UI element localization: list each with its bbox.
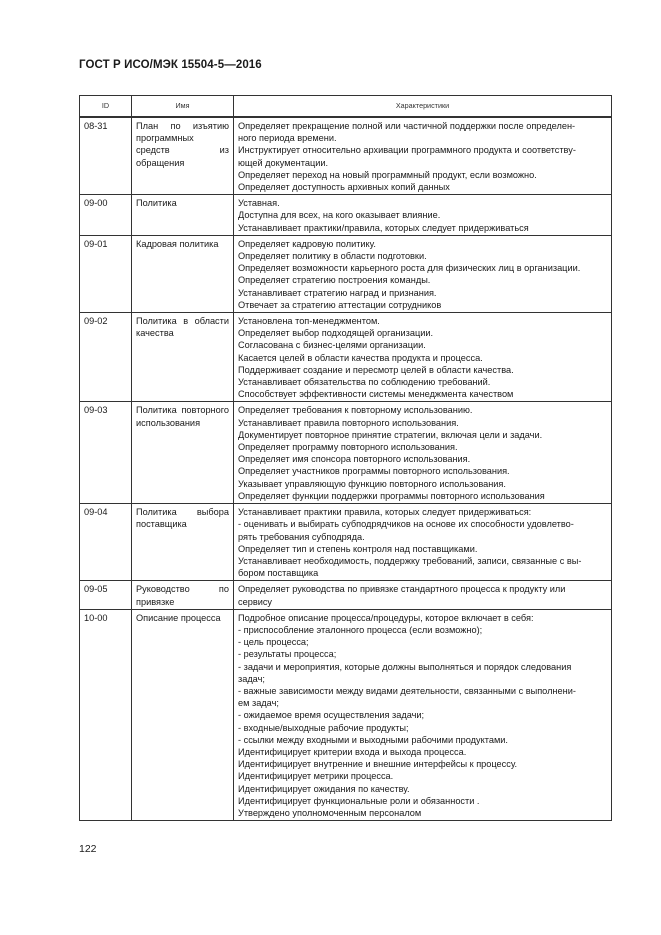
characteristic-line: Определяет переход на новый программный продукт, если возможно.: [238, 169, 537, 180]
characteristic-line: Определяет выбор подходящей организации.: [238, 328, 434, 339]
table-body: [80, 117, 612, 821]
characteristic-line: Указывает управляющую функцию повторного использования.: [238, 478, 506, 489]
characteristic-line: Идентифицирует функциональные роли и обязанности .: [238, 795, 480, 806]
characteristic-line: - цель процесса;: [238, 637, 309, 648]
table-header-row: [80, 96, 612, 118]
characteristic-line: Определяет прекращение полной или частичной поддержки после определен-: [238, 121, 576, 131]
row-characteristics: [234, 581, 612, 609]
table-row: [80, 504, 612, 581]
row-name: Политика выбора поставщика: [132, 504, 234, 581]
characteristic-line: Определяет тип и степень контроля над поставщиками.: [238, 543, 478, 554]
row-id: 09-02: [80, 313, 132, 402]
work-products-table: [79, 95, 612, 821]
column-header-name: Имя: [132, 96, 234, 118]
row-id: 08-31: [80, 117, 132, 195]
row-name: Руководство по привязке: [132, 581, 234, 609]
characteristic-line: Определяет имя спонсора повторного использования.: [238, 454, 471, 465]
characteristic-line: Определяет руководства по привязке стандартного процесса к продукту или: [238, 584, 566, 595]
characteristic-line: Определяет требования к повторному использованию.: [238, 405, 473, 416]
table-row: [80, 313, 612, 402]
row-id: 09-00: [80, 195, 132, 236]
characteristic-line: Определяет участников программы повторного использования.: [238, 466, 510, 477]
table-row: [80, 402, 612, 504]
characteristic-line: - задачи и мероприятия, которые должны выполняться и порядок следования: [238, 661, 572, 672]
characteristic-line: - ожидаемое время осуществления задачи;: [238, 710, 425, 721]
row-id: 09-01: [80, 235, 132, 312]
row-name: Политика в области качества: [132, 313, 234, 402]
characteristic-line: - ссылки между входными и выходными рабочими продуктами.: [238, 734, 508, 745]
row-characteristics: [234, 195, 612, 236]
characteristic-line: Документирует повторное принятие стратегии, включая цели и задачи.: [238, 429, 543, 440]
row-characteristics: [234, 609, 612, 820]
row-id: 10-00: [80, 609, 132, 820]
characteristic-line: Способствует эффективности системы менеджмента качеством: [238, 389, 514, 400]
characteristic-line: Устанавливает практики правила, которых следует придерживаться:: [238, 507, 532, 518]
characteristic-line: - оценивать и выбирать субподрядчиков на основе их способности удовлетво-: [238, 519, 574, 530]
column-header-characteristics: Характеристики: [234, 96, 612, 118]
row-characteristics: [234, 313, 612, 402]
table-row: [80, 609, 612, 820]
characteristic-line: Поддерживает создание и пересмотр целей в области качества.: [238, 364, 514, 375]
characteristic-line: - входные/выходные рабочие продукты;: [238, 722, 409, 733]
characteristic-line: Согласована с бизнес-целями организации.: [238, 340, 426, 351]
characteristic-line: Устанавливает практики/правила, которых следует придерживаться: [238, 222, 529, 233]
row-characteristics: [234, 117, 612, 195]
characteristic-line: Инструктирует относительно архивации программного продукта и соответству-: [238, 145, 576, 156]
characteristic-line: Определяет кадровую политику.: [238, 238, 376, 249]
row-id: 09-04: [80, 504, 132, 581]
characteristic-line: Устанавливает правила повторного использования.: [238, 417, 459, 428]
characteristic-line: - приспособление эталонного процесса (если возможно);: [238, 624, 483, 635]
characteristic-line: - важные зависимости между видами деятельности, связанными с выполнени-: [238, 685, 576, 696]
row-id: 09-05: [80, 581, 132, 609]
characteristic-line: Определяет стратегию построения команды.: [238, 275, 431, 286]
table-row: [80, 235, 612, 312]
row-name: Кадровая политика: [132, 235, 234, 312]
characteristic-line: ного периода времени.: [238, 133, 337, 144]
characteristic-line: ющей документации.: [238, 157, 329, 168]
row-name: Описание процесса: [132, 609, 234, 820]
characteristic-line: задач;: [238, 673, 265, 684]
characteristic-line: рять требования субподряда.: [238, 531, 365, 542]
characteristic-line: Определяет доступность архивных копий данных: [238, 182, 450, 193]
characteristic-line: Идентифицирует внутренние и внешние интерфейсы к процессу.: [238, 759, 518, 770]
page-number: 122: [79, 843, 97, 855]
table-row: [80, 117, 612, 195]
characteristic-line: Устанавливает обязательства по соблюдению требований.: [238, 377, 491, 388]
characteristic-line: ем задач;: [238, 698, 279, 709]
row-id: 09-03: [80, 402, 132, 504]
characteristic-line: Определяет возможности карьерного роста для физических лиц в организации.: [238, 263, 581, 274]
row-name: Политика повторного использования: [132, 402, 234, 504]
row-characteristics: [234, 235, 612, 312]
characteristic-line: Определяет функции поддержки программы повторного использования: [238, 490, 545, 501]
characteristic-line: Идентифицирует ожидания по качеству.: [238, 783, 410, 794]
row-characteristics: [234, 504, 612, 581]
characteristic-line: бором поставщика: [238, 568, 319, 579]
row-name: Политика: [132, 195, 234, 236]
characteristic-line: Подробное описание процесса/процедуры, которое включает в себя:: [238, 612, 534, 623]
characteristic-line: Установлена топ-менеджментом.: [238, 316, 380, 327]
characteristic-line: Идентифицирует метрики процесса.: [238, 771, 394, 782]
column-header-id: ID: [80, 96, 132, 118]
table-row: [80, 581, 612, 609]
characteristic-line: Утверждено уполномоченным персоналом: [238, 807, 422, 818]
row-characteristics: [234, 402, 612, 504]
characteristic-line: Определяет программу повторного использования.: [238, 442, 458, 453]
characteristic-line: Отвечает за стратегию аттестации сотрудников: [238, 299, 442, 310]
row-name: План по изъятию программных средств из обращения: [132, 117, 234, 195]
characteristic-line: Доступна для всех, на кого оказывает влияние.: [238, 210, 441, 221]
characteristic-line: Устанавливает стратегию наград и признания.: [238, 287, 437, 298]
characteristic-line: Устанавливает необходимость, поддержку требований, записи, связанные с вы-: [238, 555, 582, 566]
characteristic-line: Идентифицирует критерии входа и выхода процесса.: [238, 746, 467, 757]
characteristic-line: - результаты процесса;: [238, 649, 337, 660]
characteristic-line: Уставная.: [238, 198, 280, 209]
document-header: ГОСТ Р ИСО/МЭК 15504-5—2016: [79, 59, 262, 71]
table-row: [80, 195, 612, 236]
characteristic-line: сервису: [238, 596, 273, 607]
characteristic-line: Касается целей в области качества продукта и процесса.: [238, 352, 483, 363]
characteristic-line: Определяет политику в области подготовки.: [238, 251, 427, 262]
